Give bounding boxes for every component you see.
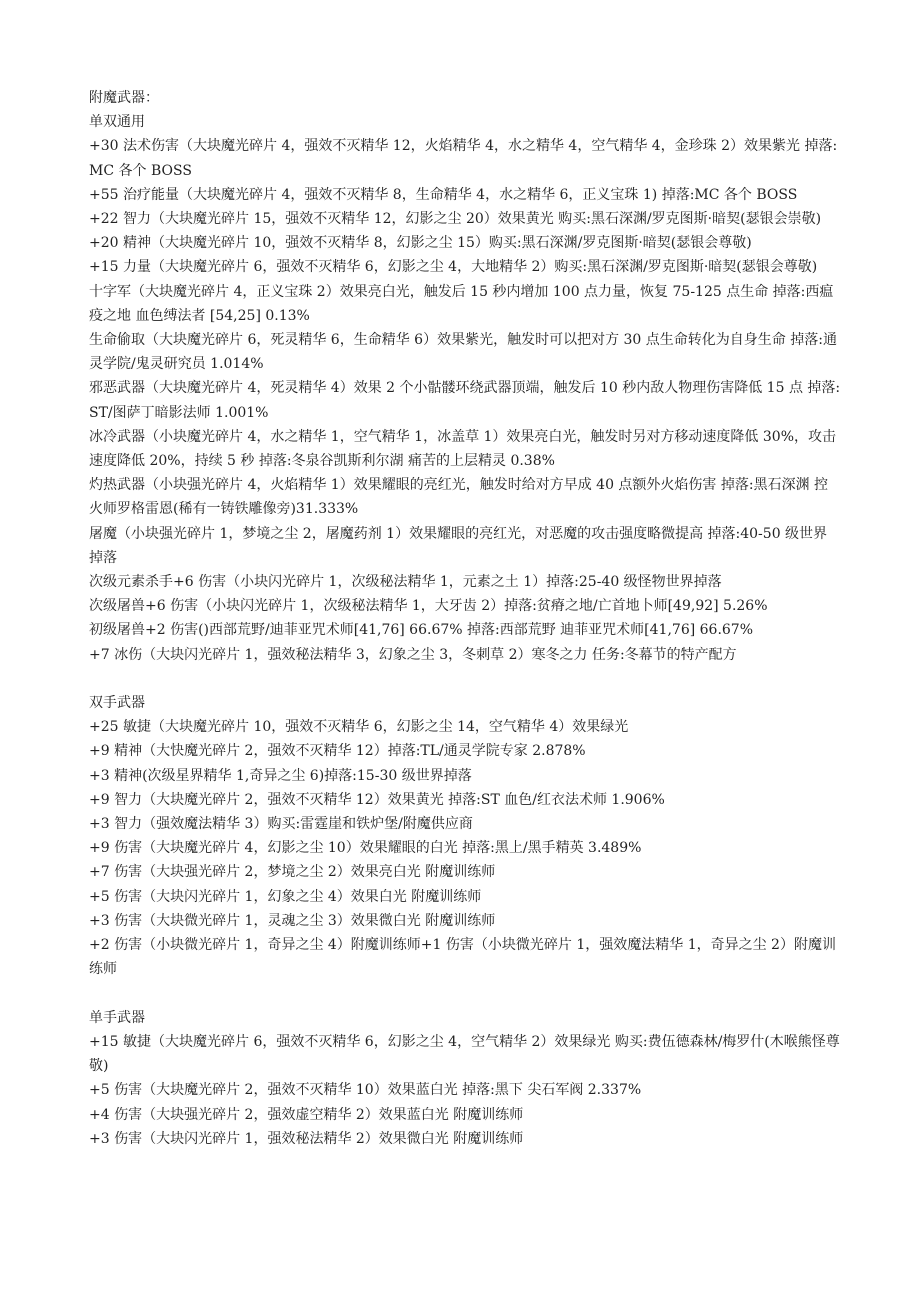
enchant-entry: 生命偷取（大块魔光碎片 6，死灵精华 6，生命精华 6）效果紫光，触发时可以把对方 30 点生命转化为自身生命 掉落:通灵学院/鬼灵研究员 1.014%	[89, 332, 837, 373]
enchant-entry: +22 智力（大块魔光碎片 15，强效不灭精华 12，幻影之尘 20）效果黄光 购买:黑石深渊/罗克图斯·暗契(瑟银会崇敬)	[89, 211, 822, 228]
enchant-entry: +55 治疗能量（大块魔光碎片 4，强效不灭精华 8，生命精华 4，水之精华 6，正义宝珠 1) 掉落:MC 各个 BOSS	[89, 186, 798, 203]
enchant-entry: +7 冰伤（大块闪光碎片 1，强效秘法精华 3，幻象之尘 3，冬刺草 2）寒冬之力 任务:冬幕节的特产配方	[89, 646, 737, 663]
enchant-entry: +3 伤害（大块微光碎片 1，灵魂之尘 3）效果微白光 附魔训练师	[89, 912, 496, 929]
enchant-entry: 冰冷武器（小块魔光碎片 4，水之精华 1，空气精华 1，冰盖草 1）效果亮白光，触发时另对方移动速度降低 30%，攻击速度降低 20%，持续 5 秒 掉落:冬泉谷凯斯利尔湖 痛苦的上层精灵 0.38%	[89, 428, 836, 470]
enchant-entry: +9 伤害（大块魔光碎片 4，幻影之尘 10）效果耀眼的白光 掉落:黑上/黑手精英 3.489%	[89, 840, 642, 857]
enchant-entry: +15 敏捷（大块魔光碎片 6，强效不灭精华 6，幻影之尘 4，空气精华 2）效果绿光 购买:费伍德森林/梅罗什(木喉熊怪尊敬)	[89, 1033, 840, 1075]
enchant-entry: +20 精神（大块魔光碎片 10，强效不灭精华 8，幻影之尘 15）购买:黑石深渊/罗克图斯·暗契(瑟银会尊敬)	[89, 235, 752, 252]
enchant-entry: +3 智力（强效魔法精华 3）购买:雷霆崖和铁炉堡/附魔供应商	[89, 816, 473, 833]
enchant-entry: +3 伤害（大块闪光碎片 1，强效秘法精华 2）效果微白光 附魔训练师	[89, 1130, 524, 1147]
document-title: 附魔武器：	[89, 90, 159, 106]
document-page	[89, 86, 841, 1151]
section-heading-two-hand: 双手武器	[89, 695, 145, 712]
enchant-entry: 邪恶武器（大块魔光碎片 4，死灵精华 4）效果 2 个小骷髅环绕武器顶端，触发后 10 秒内敌人物理伤害降低 15 点 掉落:ST/图萨丁暗影法师 1.001%	[89, 380, 841, 421]
section-spacer	[89, 982, 841, 1006]
enchant-entry: +5 伤害（大块闪光碎片 1，幻象之尘 4）效果白光 附魔训练师	[89, 888, 482, 905]
enchant-entry: +4 伤害（大块强光碎片 2，强效虚空精华 2）效果蓝白光 附魔训练师	[89, 1106, 524, 1123]
section-heading-general: 单双通用	[89, 114, 145, 131]
enchant-entry: 灼热武器（小块强光碎片 4，火焰精华 1）效果耀眼的亮红光，触发时给对方早成 40 点额外火焰伤害 掉落:黑石深渊 控火师罗格雷恩(稀有一铸铁雕像旁)31.333%	[89, 477, 829, 518]
enchant-entry: +25 敏捷（大块魔光碎片 10，强效不灭精华 6，幻影之尘 14，空气精华 4）效果绿光	[89, 719, 629, 736]
enchant-entry: +9 智力（大块魔光碎片 2，强效不灭精华 12）效果黄光 掉落:ST 血色/红衣法术师 1.906%	[89, 791, 665, 808]
enchant-entry: 次级元素杀手+6 伤害（小块闪光碎片 1，次级秘法精华 1，元素之土 1）掉落:25-40 级怪物世界掉落	[89, 574, 722, 591]
enchant-entry: +5 伤害（大块魔光碎片 2，强效不灭精华 10）效果蓝白光 掉落:黑下 尖石军阀 2.337%	[89, 1082, 642, 1099]
enchant-entry: +7 伤害（大块强光碎片 2，梦境之尘 2）效果亮白光 附魔训练师	[89, 864, 496, 881]
enchant-entry: +30 法术伤害（大块魔光碎片 4，强效不灭精华 12，火焰精华 4，水之精华 4，空气精华 4，金珍珠 2）效果紫光 掉落:MC 各个 BOSS	[89, 138, 838, 179]
enchant-entry: +2 伤害（小块微光碎片 1，奇异之尘 4）附魔训练师+1 伤害（小块微光碎片 1，强效魔法精华 1，奇异之尘 2）附魔训练师	[89, 937, 836, 978]
enchant-entry: 次级屠兽+6 伤害（小块闪光碎片 1，次级秘法精华 1，大牙齿 2）掉落:贫瘠之地/亡首地卜师[49,92] 5.26%	[89, 598, 768, 615]
section-spacer	[89, 667, 841, 691]
enchant-entry: 屠魔（小块强光碎片 1，梦境之尘 2，屠魔药剂 1）效果耀眼的亮红光，对恶魔的攻击强度略微提高 掉落:40-50 级世界掉落	[89, 525, 828, 566]
enchant-entry: +3 精神(次级星界精华 1,奇异之尘 6)掉落:15-30 级世界掉落	[89, 767, 472, 784]
section-heading-one-hand: 单手武器	[89, 1009, 145, 1026]
enchant-entry: +15 力量（大块魔光碎片 6，强效不灭精华 6，幻影之尘 4，大地精华 2）购买:黑石深渊/罗克图斯·暗契(瑟银会尊敬)	[89, 259, 818, 276]
enchant-entry: 十字军（大块魔光碎片 4，正义宝珠 2）效果亮白光，触发后 15 秒内增加 100 点力量，恢复 75-125 点生命 掉落:西瘟疫之地 血色缚法者 [54,25] 0.13%	[89, 283, 834, 324]
enchant-entry: 初级屠兽+2 伤害()西部荒野/迪菲亚咒术师[41,76] 66.67% 掉落:西部荒野 迪菲亚咒术师[41,76] 66.67%	[89, 622, 754, 639]
enchant-entry: +9 精神（大快魔光碎片 2，强效不灭精华 12）掉落:TL/通灵学院专家 2.878%	[89, 743, 586, 760]
